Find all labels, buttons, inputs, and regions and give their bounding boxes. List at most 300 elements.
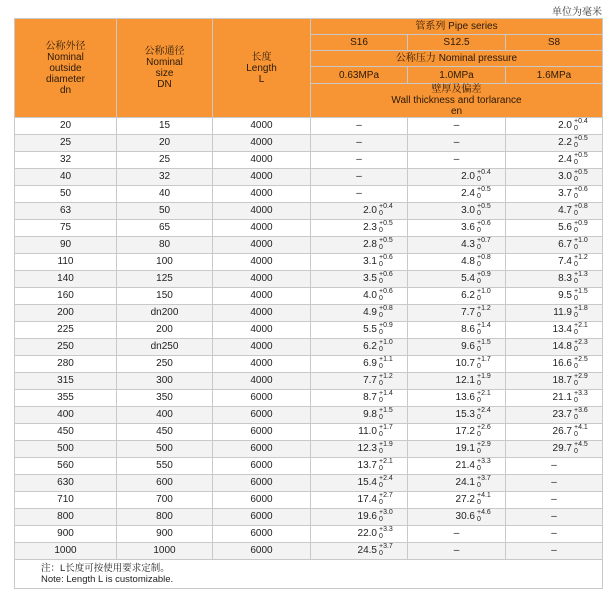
wall-thickness: 21.1 xyxy=(552,392,572,403)
tolerance xyxy=(379,322,393,336)
tolerance-lower: 0 xyxy=(379,261,383,268)
wall-thickness: 13.7 xyxy=(357,460,377,471)
tolerance-lower: 0 xyxy=(379,533,383,540)
header-pipe-series: 管系列 Pipe series xyxy=(311,19,603,35)
cell-dn-nominal: 500 xyxy=(117,441,213,458)
header-outside-diameter xyxy=(15,19,117,118)
header-series-s16: S16 xyxy=(311,35,408,51)
wall-thickness: 21.4 xyxy=(455,460,475,471)
empty-value: – xyxy=(356,137,362,148)
cell-dn-nominal: 600 xyxy=(117,475,213,492)
tolerance xyxy=(379,271,393,285)
table-row xyxy=(15,305,603,322)
table-row xyxy=(15,152,603,169)
tolerance xyxy=(379,237,393,251)
cell-wall-s8 xyxy=(506,526,603,543)
cell-dn-nominal: 250 xyxy=(117,356,213,373)
wall-thickness: 3.6 xyxy=(461,222,475,233)
cell-wall-s8 xyxy=(506,288,603,305)
tolerance-lower: 0 xyxy=(477,193,481,200)
tolerance xyxy=(477,407,491,421)
wall-value xyxy=(558,254,588,270)
tolerance-lower: 0 xyxy=(477,312,481,319)
wall-thickness: 5.5 xyxy=(363,324,377,335)
tolerance xyxy=(379,458,393,472)
cell-wall-s8 xyxy=(506,254,603,271)
wall-value xyxy=(357,509,393,525)
cell-wall-s16 xyxy=(311,390,408,407)
tolerance-lower: 0 xyxy=(574,312,578,319)
cell-wall-s16 xyxy=(311,203,408,220)
tolerance xyxy=(477,373,491,387)
tolerance-upper: +2.4 xyxy=(379,475,393,482)
tolerance-upper: +0.5 xyxy=(477,203,491,210)
wall-value xyxy=(357,492,393,508)
table-row xyxy=(15,441,603,458)
tolerance xyxy=(574,373,588,387)
wall-thickness: 24.1 xyxy=(455,477,475,488)
cell-wall-s8 xyxy=(506,203,603,220)
tolerance-upper: +4.1 xyxy=(477,492,491,499)
tolerance xyxy=(379,356,393,370)
tolerance xyxy=(477,322,491,336)
tolerance-upper: +0.5 xyxy=(574,152,588,159)
wall-thickness: 4.3 xyxy=(461,239,475,250)
wall-thickness: 2.0 xyxy=(363,205,377,216)
wall-thickness: 3.0 xyxy=(461,205,475,216)
cell-dn: 800 xyxy=(15,509,117,526)
cell-wall-s16 xyxy=(311,458,408,475)
table-row xyxy=(15,526,603,543)
tolerance-lower: 0 xyxy=(574,227,578,234)
cell-wall-s16 xyxy=(311,475,408,492)
tolerance xyxy=(574,135,588,149)
cell-wall-s12-5 xyxy=(408,220,506,237)
unit-note: 单位为毫米 xyxy=(552,7,602,18)
cell-dn: 160 xyxy=(15,288,117,305)
wall-thickness: 3.5 xyxy=(363,273,377,284)
wall-thickness: 10.7 xyxy=(455,358,475,369)
tolerance-lower: 0 xyxy=(574,431,578,438)
tolerance-upper: +1.3 xyxy=(574,271,588,278)
empty-value: – xyxy=(453,545,460,556)
cell-wall-s16 xyxy=(311,441,408,458)
tolerance xyxy=(477,390,491,404)
wall-value xyxy=(358,424,393,440)
wall-thickness: 5.4 xyxy=(461,273,475,284)
wall-thickness: 3.0 xyxy=(558,171,572,182)
wall-thickness: 16.6 xyxy=(552,358,572,369)
header-wall-sym: en xyxy=(450,106,463,117)
wall-value xyxy=(552,322,588,338)
tolerance-lower: 0 xyxy=(574,210,578,217)
cell-wall-s8 xyxy=(506,339,603,356)
tolerance xyxy=(574,356,588,370)
tolerance xyxy=(477,169,491,183)
tolerance-upper: +2.1 xyxy=(379,458,393,465)
tolerance xyxy=(477,220,491,234)
tolerance-upper: +1.2 xyxy=(379,373,393,380)
wall-thickness: 7.4 xyxy=(558,256,572,267)
wall-thickness: 29.7 xyxy=(552,443,572,454)
cell-wall-s12-5 xyxy=(408,424,506,441)
header-DN-cn: 公称通径 xyxy=(144,46,185,57)
footnote-cn: 注：L长度可按使用要求定制。 xyxy=(41,563,170,574)
wall-thickness: 19.6 xyxy=(357,511,377,522)
cell-dn: 400 xyxy=(15,407,117,424)
tolerance-lower: 0 xyxy=(379,295,383,302)
cell-wall-s12-5 xyxy=(408,237,506,254)
wall-thickness: 18.7 xyxy=(552,375,572,386)
header-dn-cn: 公称外径 xyxy=(45,40,86,52)
tolerance-upper: +1.8 xyxy=(574,305,588,312)
tolerance-lower: 0 xyxy=(574,295,578,302)
empty-value: – xyxy=(453,154,460,165)
cell-l: 4000 xyxy=(213,271,311,288)
header-dn-en: Nominal outside diameter xyxy=(46,51,85,85)
wall-value xyxy=(455,441,491,457)
cell-dn: 200 xyxy=(15,305,117,322)
cell-wall-s16 xyxy=(311,271,408,288)
tolerance xyxy=(574,220,588,234)
tolerance-lower: 0 xyxy=(477,346,481,353)
wall-thickness: 2.0 xyxy=(461,171,475,182)
wall-thickness: 7.7 xyxy=(363,375,377,386)
cell-wall-s12-5 xyxy=(408,135,506,152)
tolerance-upper: +0.6 xyxy=(379,271,393,278)
wall-value xyxy=(461,288,491,304)
tolerance-lower: 0 xyxy=(379,499,383,506)
cell-dn-nominal: 800 xyxy=(117,509,213,526)
cell-wall-s16 xyxy=(311,492,408,509)
wall-thickness: 6.7 xyxy=(558,239,572,250)
cell-wall-s12-5 xyxy=(408,543,506,560)
tolerance xyxy=(574,390,588,404)
cell-wall-s8 xyxy=(506,169,603,186)
wall-value xyxy=(553,305,588,321)
cell-wall-s8 xyxy=(506,458,603,475)
tolerance xyxy=(477,254,491,268)
cell-wall-s8 xyxy=(506,152,603,169)
header-L-en: Length xyxy=(246,62,277,74)
wall-value xyxy=(461,254,491,270)
cell-dn-nominal: 450 xyxy=(117,424,213,441)
cell-l: 6000 xyxy=(213,509,311,526)
wall-thickness: 30.6 xyxy=(455,511,475,522)
wall-thickness: 14.8 xyxy=(552,341,572,352)
tolerance xyxy=(379,220,393,234)
tolerance-upper: +1.5 xyxy=(477,339,491,346)
tolerance-upper: +0.9 xyxy=(574,220,588,227)
tolerance-upper: +0.7 xyxy=(477,237,491,244)
wall-value xyxy=(363,356,393,372)
cell-wall-s12-5 xyxy=(408,118,506,135)
cell-wall-s16 xyxy=(311,135,408,152)
header-DN-sym: DN xyxy=(157,79,172,90)
tolerance-lower: 0 xyxy=(379,550,383,557)
tolerance xyxy=(574,322,588,336)
empty-value: – xyxy=(453,120,460,131)
wall-thickness: 15.4 xyxy=(357,477,377,488)
table-row xyxy=(15,390,603,407)
tolerance-upper: +0.5 xyxy=(379,237,393,244)
tolerance-lower: 0 xyxy=(574,176,578,183)
cell-l: 6000 xyxy=(213,475,311,492)
cell-wall-s8 xyxy=(506,543,603,560)
wall-value xyxy=(455,424,491,440)
tolerance-lower: 0 xyxy=(477,210,481,217)
tolerance xyxy=(574,271,588,285)
cell-dn: 315 xyxy=(15,373,117,390)
cell-wall-s16 xyxy=(311,509,408,526)
wall-value xyxy=(552,390,588,406)
tolerance-lower: 0 xyxy=(574,142,578,149)
tolerance-upper: +2.6 xyxy=(477,424,491,431)
tolerance-lower: 0 xyxy=(477,363,481,370)
wall-thickness: 8.3 xyxy=(558,273,572,284)
wall-value xyxy=(363,220,393,236)
wall-value xyxy=(558,237,588,253)
header-wall-cn: 壁厚及偏差 xyxy=(431,84,482,95)
header-series-s8: S8 xyxy=(506,35,603,51)
table-body xyxy=(15,118,603,560)
wall-value xyxy=(455,390,491,406)
cell-dn-nominal: 200 xyxy=(117,322,213,339)
wall-value xyxy=(461,220,491,236)
wall-value xyxy=(363,203,393,219)
tolerance-lower: 0 xyxy=(574,414,578,421)
tolerance-upper: +1.7 xyxy=(477,356,491,363)
cell-dn-nominal: 350 xyxy=(117,390,213,407)
tolerance-upper: +3.0 xyxy=(379,509,393,516)
cell-wall-s16 xyxy=(311,526,408,543)
cell-wall-s12-5 xyxy=(408,203,506,220)
cell-wall-s12-5 xyxy=(408,356,506,373)
wall-thickness: 7.7 xyxy=(461,307,475,318)
pipe-spec-table xyxy=(14,18,603,589)
wall-thickness: 23.7 xyxy=(552,409,572,420)
wall-thickness: 8.6 xyxy=(461,324,475,335)
wall-value xyxy=(363,390,393,406)
wall-value xyxy=(558,220,588,236)
wall-value xyxy=(558,135,588,151)
tolerance xyxy=(379,492,393,506)
wall-value xyxy=(357,543,393,559)
cell-dn-nominal: 300 xyxy=(117,373,213,390)
tolerance xyxy=(379,526,393,540)
cell-dn: 280 xyxy=(15,356,117,373)
tolerance xyxy=(477,186,491,200)
cell-wall-s8 xyxy=(506,135,603,152)
cell-wall-s16 xyxy=(311,322,408,339)
header-L-cn: 长度 xyxy=(251,51,272,63)
cell-wall-s12-5 xyxy=(408,322,506,339)
tolerance-lower: 0 xyxy=(574,363,578,370)
cell-dn-nominal: 550 xyxy=(117,458,213,475)
tolerance-upper: +0.6 xyxy=(379,288,393,295)
tolerance xyxy=(379,305,393,319)
wall-thickness: 15.3 xyxy=(455,409,475,420)
empty-value: – xyxy=(551,494,557,505)
cell-dn: 140 xyxy=(15,271,117,288)
cell-dn-nominal: 40 xyxy=(117,186,213,203)
cell-dn: 710 xyxy=(15,492,117,509)
empty-value: – xyxy=(551,545,557,556)
cell-wall-s12-5 xyxy=(408,509,506,526)
tolerance-upper: +1.2 xyxy=(477,305,491,312)
tolerance-upper: +1.0 xyxy=(379,339,393,346)
wall-thickness: 4.7 xyxy=(558,205,572,216)
wall-thickness: 27.2 xyxy=(455,494,475,505)
cell-wall-s8 xyxy=(506,220,603,237)
tolerance-upper: +1.0 xyxy=(574,237,588,244)
table-row xyxy=(15,254,603,271)
cell-dn: 25 xyxy=(15,135,117,152)
tolerance xyxy=(574,339,588,353)
tolerance-lower: 0 xyxy=(574,261,578,268)
header-nominal-size xyxy=(117,19,213,118)
tolerance-lower: 0 xyxy=(379,516,383,523)
tolerance-lower: 0 xyxy=(477,380,481,387)
cell-wall-s8 xyxy=(506,390,603,407)
tolerance xyxy=(379,407,393,421)
cell-wall-s8 xyxy=(506,373,603,390)
table-row xyxy=(15,509,603,526)
table-row xyxy=(15,271,603,288)
cell-wall-s12-5 xyxy=(408,288,506,305)
tolerance-upper: +2.1 xyxy=(574,322,588,329)
wall-thickness: 11.0 xyxy=(358,426,377,437)
tolerance xyxy=(379,475,393,489)
wall-value xyxy=(455,407,491,423)
wall-thickness: 3.1 xyxy=(363,256,377,267)
wall-value xyxy=(461,237,491,253)
wall-value xyxy=(363,407,393,423)
wall-value xyxy=(455,492,491,508)
wall-value xyxy=(363,237,393,253)
tolerance xyxy=(477,458,491,472)
cell-dn-nominal: 20 xyxy=(117,135,213,152)
header-wall-en: Wall thickness and torlarance xyxy=(391,95,522,106)
cell-dn: 250 xyxy=(15,339,117,356)
wall-value xyxy=(363,254,393,270)
tolerance-upper: +1.4 xyxy=(379,390,393,397)
tolerance xyxy=(477,356,491,370)
cell-dn: 355 xyxy=(15,390,117,407)
cell-wall-s8 xyxy=(506,475,603,492)
tolerance xyxy=(574,424,588,438)
header-L-sym: L xyxy=(258,73,265,85)
wall-thickness: 2.0 xyxy=(558,120,572,131)
tolerance xyxy=(379,390,393,404)
tolerance-lower: 0 xyxy=(379,431,383,438)
cell-dn-nominal: 700 xyxy=(117,492,213,509)
tolerance xyxy=(379,543,393,557)
wall-value xyxy=(558,271,588,287)
tolerance-upper: +3.6 xyxy=(574,407,588,414)
cell-l: 4000 xyxy=(213,220,311,237)
wall-value xyxy=(363,339,393,355)
tolerance xyxy=(574,305,588,319)
cell-l: 4000 xyxy=(213,169,311,186)
wall-thickness: 2.3 xyxy=(363,222,377,233)
tolerance-lower: 0 xyxy=(379,380,383,387)
table-row xyxy=(15,373,603,390)
wall-value xyxy=(552,441,588,457)
tolerance-lower: 0 xyxy=(477,176,481,183)
cell-wall-s16 xyxy=(311,186,408,203)
wall-value xyxy=(363,373,393,389)
header-wall-thickness xyxy=(311,84,603,118)
wall-thickness: 2.4 xyxy=(558,154,572,165)
wall-value xyxy=(558,288,588,304)
footnote xyxy=(15,560,603,589)
header-pressure-1-6: 1.6MPa xyxy=(506,67,603,84)
wall-thickness: 5.6 xyxy=(558,222,572,233)
cell-l: 4000 xyxy=(213,152,311,169)
wall-value xyxy=(455,475,491,491)
cell-l: 4000 xyxy=(213,254,311,271)
table-row xyxy=(15,237,603,254)
tolerance-upper: +2.9 xyxy=(574,373,588,380)
tolerance-lower: 0 xyxy=(379,482,383,489)
empty-value: – xyxy=(551,528,557,539)
cell-dn-nominal: 150 xyxy=(117,288,213,305)
cell-wall-s16 xyxy=(311,305,408,322)
wall-thickness: 17.4 xyxy=(357,494,377,505)
wall-thickness: 6.2 xyxy=(363,341,377,352)
cell-dn: 20 xyxy=(15,118,117,135)
cell-dn-nominal: 125 xyxy=(117,271,213,288)
tolerance-upper: +3.7 xyxy=(379,543,393,550)
tolerance xyxy=(477,441,491,455)
tolerance-lower: 0 xyxy=(477,244,481,251)
tolerance-lower: 0 xyxy=(477,448,481,455)
wall-thickness: 6.2 xyxy=(461,290,475,301)
tolerance-lower: 0 xyxy=(379,210,383,217)
tolerance-upper: +4.5 xyxy=(574,441,588,448)
cell-wall-s8 xyxy=(506,441,603,458)
empty-value: – xyxy=(356,188,362,199)
tolerance-lower: 0 xyxy=(379,244,383,251)
wall-thickness: 4.8 xyxy=(461,256,475,267)
wall-thickness: 24.5 xyxy=(357,545,377,556)
cell-wall-s16 xyxy=(311,254,408,271)
tolerance xyxy=(477,475,491,489)
header-nominal-pressure: 公称压力 Nominal pressure xyxy=(311,51,603,67)
wall-value xyxy=(357,458,393,474)
cell-wall-s16 xyxy=(311,356,408,373)
wall-thickness: 2.8 xyxy=(363,239,377,250)
empty-value: – xyxy=(453,528,460,539)
wall-value xyxy=(558,118,588,134)
wall-thickness: 17.2 xyxy=(455,426,475,437)
tolerance-upper: +1.7 xyxy=(379,424,393,431)
tolerance-upper: +0.6 xyxy=(477,220,491,227)
cell-l: 6000 xyxy=(213,390,311,407)
header-pressure-1-0: 1.0MPa xyxy=(408,67,506,84)
cell-wall-s8 xyxy=(506,509,603,526)
cell-l: 6000 xyxy=(213,441,311,458)
table-row xyxy=(15,424,603,441)
tolerance-upper: +1.4 xyxy=(477,322,491,329)
wall-value xyxy=(461,339,491,355)
cell-wall-s8 xyxy=(506,407,603,424)
tolerance-lower: 0 xyxy=(379,278,383,285)
cell-l: 6000 xyxy=(213,424,311,441)
tolerance xyxy=(574,441,588,455)
cell-wall-s12-5 xyxy=(408,526,506,543)
